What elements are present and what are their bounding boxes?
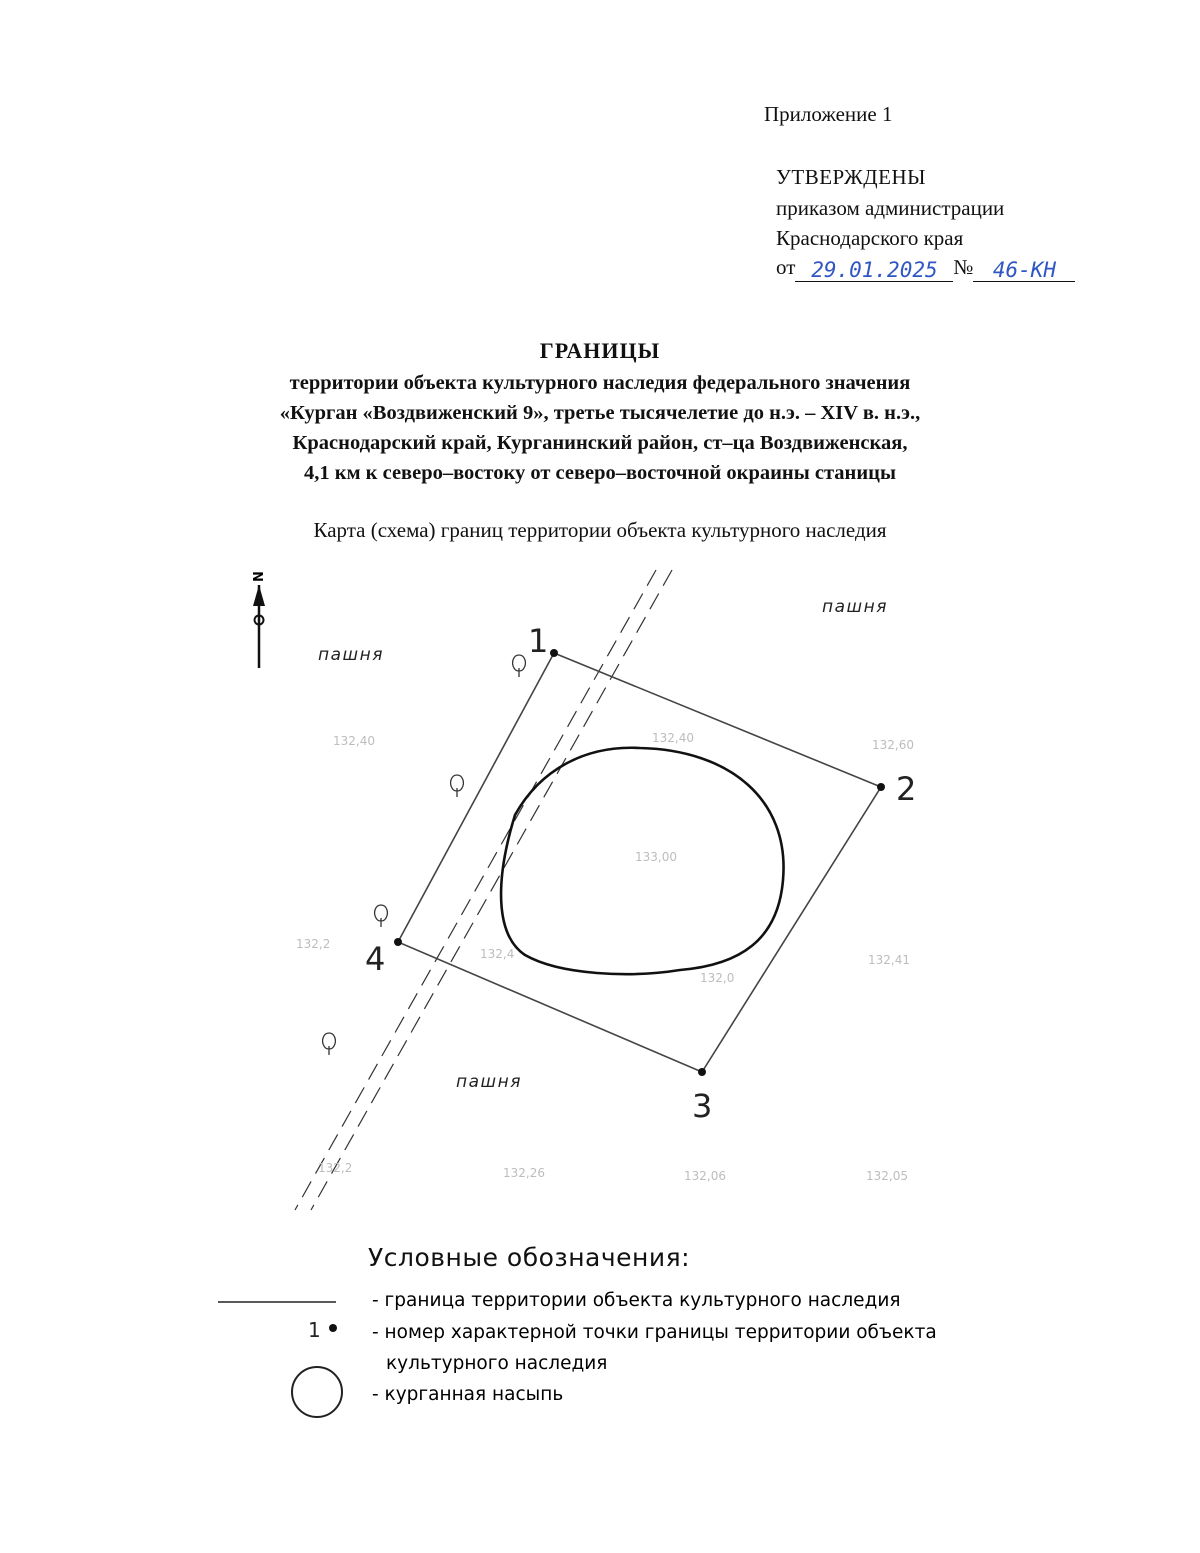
point-number-3: 3 [692, 1087, 713, 1125]
legend-title: Условные обозначения: [368, 1243, 691, 1272]
title-line-3: Краснодарский край, Курганинский район, ст–ца Воздвиженская, [292, 432, 908, 454]
elevation-mark: 132,2 [318, 1161, 353, 1175]
boundary-point-2 [877, 783, 885, 791]
area-label-arable-northeast: пашня [822, 597, 888, 617]
tree-icon [323, 1033, 336, 1055]
area-label-arable-west: пашня [318, 645, 384, 665]
tree-icon [451, 775, 464, 797]
title-line-2: «Курган «Воздвиженский 9», третье тысячелетие до н.э. – XIV в. н.э., [279, 402, 921, 424]
point-number-2: 2 [896, 770, 917, 808]
point-number-4: 4 [365, 940, 386, 978]
approval-authority-line2: Краснодарского края [776, 226, 964, 250]
legend-item-point-number: - номер характерной точки границы территории объекта [372, 1322, 937, 1343]
area-label-arable-south: пашня [456, 1072, 522, 1092]
elevation-mark: 132,26 [503, 1166, 545, 1180]
north-arrow [252, 571, 267, 668]
map-caption: Карта (схема) границ территории объекта культурного наследия [313, 518, 887, 542]
document-heading: ГРАНИЦЫ [539, 338, 661, 363]
approval-authority-line1: приказом администрации [776, 196, 1005, 220]
title-line-1: территории объекта культурного наследия федерального значения [289, 372, 911, 394]
number-value: 46-КН [992, 258, 1057, 282]
date-value: 29.01.2025 [811, 258, 938, 282]
tree-icon [375, 905, 388, 927]
elevation-mark: 133,00 [635, 850, 677, 864]
elevation-mark: 132,06 [684, 1169, 726, 1183]
elevation-mark: 132,05 [866, 1169, 908, 1183]
north-letter: N [252, 571, 267, 582]
legend-item-boundary: - граница территории объекта культурного наследия [372, 1290, 901, 1311]
point-number-1: 1 [528, 622, 549, 660]
legend-item-mound: - курганная насыпь [372, 1384, 564, 1405]
legend-item-point-number-cont: культурного наследия [386, 1353, 608, 1374]
title-line-4: 4,1 км к северо–востоку от северо–восточной окраины станицы [304, 462, 896, 484]
elevation-mark: 132,4 [480, 947, 515, 961]
boundary-point-1 [550, 649, 558, 657]
legend-mound-symbol [292, 1367, 342, 1417]
legend-point-number-symbol: 1 [308, 1318, 321, 1342]
date-prefix: от [776, 255, 796, 279]
elevation-mark: 132,60 [872, 738, 914, 752]
tree-icon [513, 655, 526, 677]
boundary-point-3 [698, 1068, 706, 1076]
boundary-point-4 [394, 938, 402, 946]
elevation-mark: 132,41 [868, 953, 910, 967]
elevation-mark: 132,0 [700, 971, 735, 985]
appendix-label: Приложение 1 [764, 102, 893, 126]
elevation-mark: 132,2 [296, 937, 331, 951]
approval-title: УТВЕРЖДЕНЫ [776, 165, 926, 189]
number-prefix: № [953, 255, 974, 279]
road-lines [295, 570, 672, 1210]
elevation-mark: 132,40 [652, 731, 694, 745]
elevation-mark: 132,40 [333, 734, 375, 748]
legend-point-dot-symbol [329, 1324, 337, 1332]
